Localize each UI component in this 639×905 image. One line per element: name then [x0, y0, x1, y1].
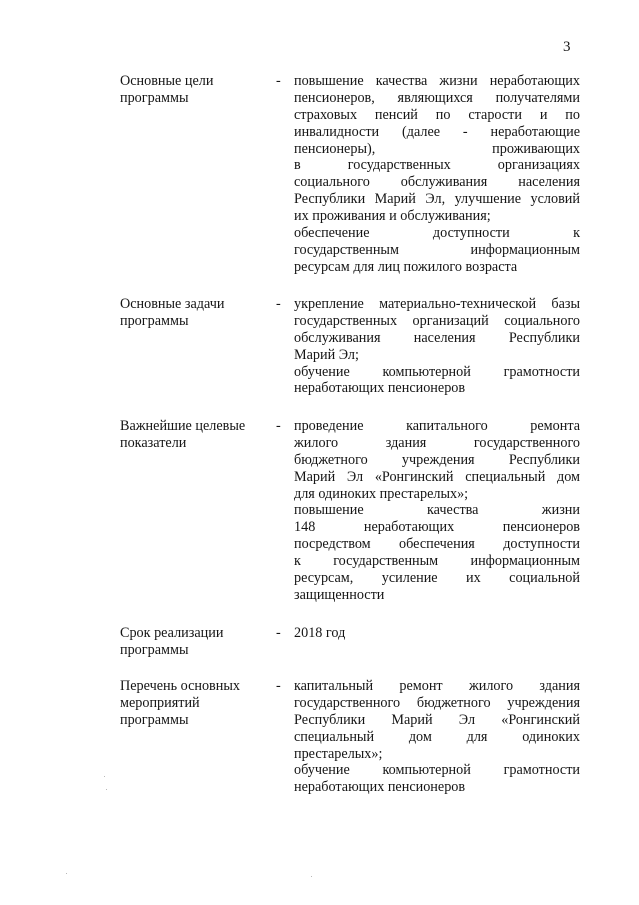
- scan-speck: [66, 873, 67, 874]
- content-line: обучение компьютерной грамотности: [294, 363, 580, 380]
- content-line: социального обслуживания населения: [294, 174, 580, 191]
- content-line: специальный дом для одиноких: [294, 728, 580, 745]
- content-line: в государственных организациях: [294, 157, 580, 174]
- content-line: обучение компьютерной грамотности: [294, 762, 580, 779]
- content-line: 2018 год: [294, 625, 346, 641]
- content-line: обслуживания населения Республики: [294, 329, 580, 346]
- section-label: [120, 625, 270, 659]
- dash-marker: -: [276, 678, 281, 694]
- content-line: неработающих пенсионеров: [294, 779, 466, 796]
- section-label-line: Основные цели: [120, 73, 214, 89]
- section-label-line: Перечень основных: [120, 678, 240, 694]
- content-line: Марий Эл «Ронгинский специальный дом: [294, 468, 580, 485]
- page-number: 3: [563, 39, 571, 55]
- section-label-line: программы: [120, 711, 189, 728]
- content-line: неработающих пенсионеров: [294, 380, 466, 397]
- section-content: [294, 296, 580, 397]
- section-content: [294, 625, 580, 642]
- content-line: защищенности: [294, 586, 385, 603]
- content-line: пенсионеры), проживающих: [294, 140, 580, 157]
- content-line: государственным информационным: [294, 241, 580, 258]
- content-line: к государственным информационным: [294, 553, 580, 570]
- section-label-line: Срок реализации: [120, 625, 224, 641]
- content-line: ресурсам, усиление их социальной: [294, 570, 580, 587]
- content-line: ресурсам для лиц пожилого возраста: [294, 258, 518, 275]
- dash-marker: -: [276, 73, 281, 89]
- content-line: Республики Марий Эл «Ронгинский: [294, 711, 580, 728]
- content-line: жилого здания государственного: [294, 434, 580, 451]
- content-line: Марий Эл;: [294, 346, 359, 363]
- content-line: престарелых»;: [294, 745, 383, 762]
- scan-speck: [106, 789, 107, 790]
- content-line: посредством обеспечения доступности: [294, 536, 580, 553]
- content-line: их проживания и обслуживания;: [294, 208, 491, 225]
- section-label: [120, 678, 270, 729]
- section-label-line: показатели: [120, 434, 187, 451]
- section-label: [120, 418, 270, 452]
- content-line: повышение качества жизни: [294, 502, 580, 519]
- scan-speck: [311, 876, 312, 877]
- content-line: бюджетного учреждения Республики: [294, 451, 580, 468]
- section-label-line: программы: [120, 312, 189, 329]
- content-line: для одиноких престарелых»;: [294, 485, 469, 502]
- section-label: [120, 296, 270, 330]
- content-line: страховых пенсий по старости и по: [294, 106, 580, 123]
- content-line: Республики Марий Эл, улучшение условий: [294, 191, 580, 208]
- section-label-line: программы: [120, 641, 189, 658]
- section-label: [120, 73, 270, 107]
- content-line: капитальный ремонт жилого здания: [294, 678, 580, 694]
- content-line: пенсионеров, являющихся получателями: [294, 89, 580, 106]
- content-line: 148 неработающих пенсионеров: [294, 519, 580, 536]
- section-content: [294, 73, 580, 276]
- section-label-line: мероприятий: [120, 694, 200, 711]
- dash-marker: -: [276, 418, 281, 434]
- content-line: проведение капитального ремонта: [294, 418, 580, 434]
- section-content: [294, 418, 580, 604]
- content-line: государственных организаций социального: [294, 312, 580, 329]
- section-label-line: Важнейшие целевые: [120, 418, 246, 434]
- content-line: укрепление материально-технической базы: [294, 296, 580, 312]
- content-line: повышение качества жизни неработающих: [294, 73, 580, 89]
- content-line: государственного бюджетного учреждения: [294, 694, 580, 711]
- section-label-line: программы: [120, 89, 189, 106]
- content-line: инвалидности (далее - неработающие: [294, 123, 580, 140]
- content-line: обеспечение доступности к: [294, 225, 580, 242]
- scan-speck: [104, 776, 105, 777]
- section-content: [294, 678, 580, 796]
- dash-marker: -: [276, 625, 281, 641]
- dash-marker: -: [276, 296, 281, 312]
- section-label-line: Основные задачи: [120, 296, 225, 312]
